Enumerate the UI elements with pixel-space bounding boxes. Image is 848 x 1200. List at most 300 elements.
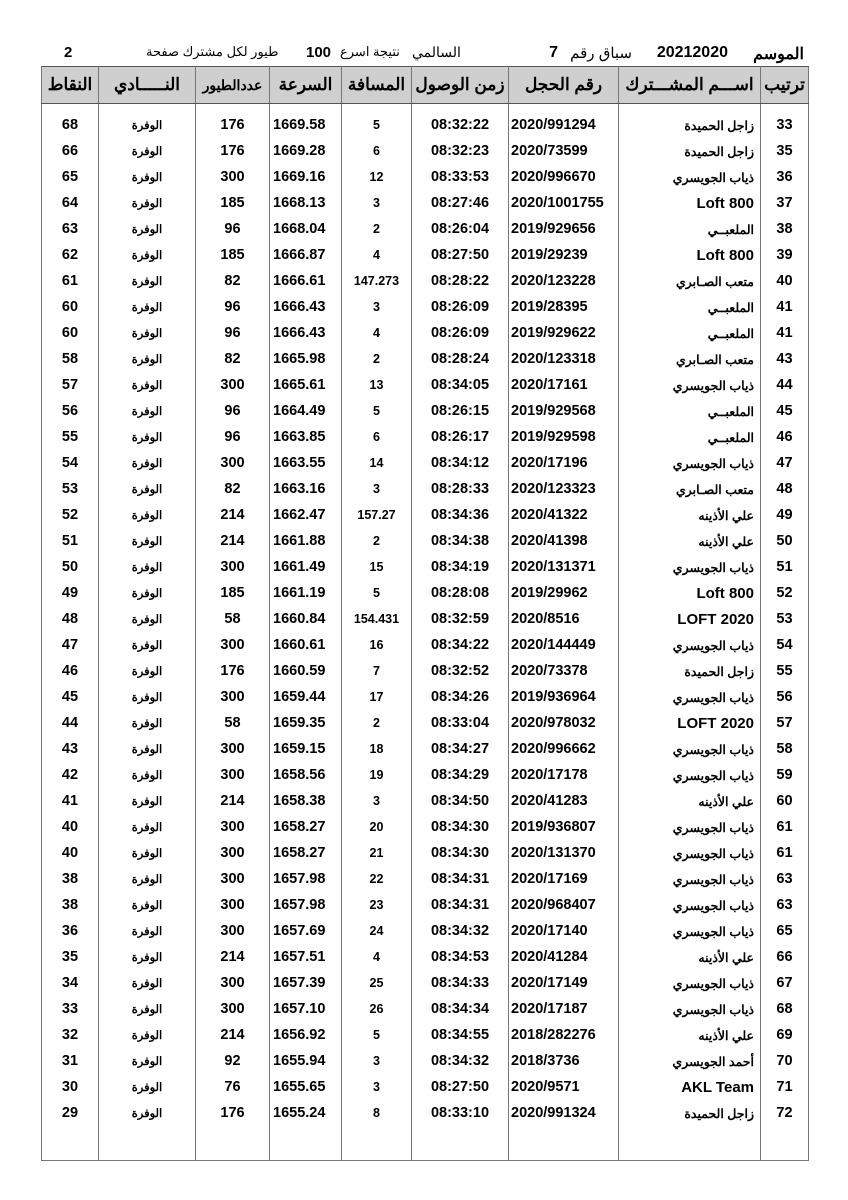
distance-cell: 5	[342, 398, 412, 424]
distance-cell: 21	[342, 840, 412, 866]
ring-number-cell: 2020/17161	[509, 372, 619, 398]
participant-name-cell: Loft 800	[619, 190, 761, 216]
participant-name-cell: ذياب الجويسري	[619, 762, 761, 788]
distance-cell: 8	[342, 1100, 412, 1126]
speed-cell: 1658.27	[270, 814, 342, 840]
speed-cell: 1660.61	[270, 632, 342, 658]
ring-number-cell: 2018/3736	[509, 1048, 619, 1074]
points-cell: 31	[42, 1048, 99, 1074]
points-cell: 55	[42, 424, 99, 450]
ring-number-cell: 2020/968407	[509, 892, 619, 918]
distance-cell: 26	[342, 996, 412, 1022]
distance-cell: 4	[342, 320, 412, 346]
arrival-time-cell: 08:34:36	[412, 502, 509, 528]
ring-number-cell: 2019/936964	[509, 684, 619, 710]
rank-cell: 38	[761, 216, 809, 242]
arrival-time-cell: 08:34:05	[412, 372, 509, 398]
arrival-time-cell: 08:34:33	[412, 970, 509, 996]
club-cell: الوفرة	[99, 554, 196, 580]
participant-name-cell: ذياب الجويسري	[619, 450, 761, 476]
participant-name-cell: الملعبــي	[619, 320, 761, 346]
distance-cell: 18	[342, 736, 412, 762]
distance-cell: 13	[342, 372, 412, 398]
points-cell: 62	[42, 242, 99, 268]
arrival-time-cell: 08:27:46	[412, 190, 509, 216]
rank-cell: 66	[761, 944, 809, 970]
ring-number-cell: 2020/991294	[509, 104, 619, 139]
rank-cell: 49	[761, 502, 809, 528]
participant-name-cell: زاجل الحميدة	[619, 138, 761, 164]
bird-count-cell: 82	[196, 346, 270, 372]
table-row	[42, 1100, 809, 1126]
ring-number-cell: 2020/73378	[509, 658, 619, 684]
arrival-time-cell: 08:34:29	[412, 762, 509, 788]
rank-cell: 54	[761, 632, 809, 658]
ring-number-cell: 2020/17149	[509, 970, 619, 996]
table-row	[42, 580, 809, 606]
col-club-header: النـــــادي	[99, 67, 196, 104]
bird-count-cell: 300	[196, 866, 270, 892]
col-points-header: النقاط	[42, 67, 99, 104]
club-cell: الوفرة	[99, 996, 196, 1022]
points-cell: 50	[42, 554, 99, 580]
rank-cell: 70	[761, 1048, 809, 1074]
arrival-time-cell: 08:32:59	[412, 606, 509, 632]
distance-cell: 2	[342, 528, 412, 554]
distance-cell: 3	[342, 788, 412, 814]
bird-count-cell: 214	[196, 788, 270, 814]
rank-cell: 71	[761, 1074, 809, 1100]
rank-cell: 45	[761, 398, 809, 424]
empty-cell	[761, 1126, 809, 1161]
club-cell: الوفرة	[99, 476, 196, 502]
points-cell: 41	[42, 788, 99, 814]
speed-cell: 1663.85	[270, 424, 342, 450]
empty-cell	[42, 1126, 99, 1161]
participant-name-cell: ذياب الجويسري	[619, 554, 761, 580]
arrival-time-cell: 08:28:24	[412, 346, 509, 372]
rank-cell: 52	[761, 580, 809, 606]
club-cell: الوفرة	[99, 1022, 196, 1048]
participant-name-cell: ذياب الجويسري	[619, 164, 761, 190]
arrival-time-cell: 08:34:50	[412, 788, 509, 814]
table-row	[42, 424, 809, 450]
points-cell: 57	[42, 372, 99, 398]
distance-cell: 147.273	[342, 268, 412, 294]
race-number: 7	[549, 44, 558, 61]
points-cell: 68	[42, 104, 99, 139]
table-row	[42, 684, 809, 710]
bird-count-cell: 300	[196, 762, 270, 788]
speed-cell: 1661.19	[270, 580, 342, 606]
participant-name-cell: ذياب الجويسري	[619, 814, 761, 840]
rank-cell: 53	[761, 606, 809, 632]
results-body	[42, 104, 809, 1161]
rank-cell: 50	[761, 528, 809, 554]
empty-cell	[619, 1126, 761, 1161]
club-cell: الوفرة	[99, 684, 196, 710]
rank-cell: 69	[761, 1022, 809, 1048]
rank-cell: 37	[761, 190, 809, 216]
rank-cell: 56	[761, 684, 809, 710]
participant-name-cell: ذياب الجويسري	[619, 632, 761, 658]
arrival-time-cell: 08:34:26	[412, 684, 509, 710]
table-row	[42, 294, 809, 320]
points-cell: 63	[42, 216, 99, 242]
bird-count-cell: 214	[196, 528, 270, 554]
table-row	[42, 866, 809, 892]
speed-cell: 1655.94	[270, 1048, 342, 1074]
table-row	[42, 164, 809, 190]
rank-cell: 58	[761, 736, 809, 762]
points-cell: 32	[42, 1022, 99, 1048]
points-cell: 40	[42, 840, 99, 866]
table-row	[42, 398, 809, 424]
table-row	[42, 944, 809, 970]
points-cell: 30	[42, 1074, 99, 1100]
speed-cell: 1656.92	[270, 1022, 342, 1048]
participant-name-cell: علي الأذينه	[619, 944, 761, 970]
result-count: 100	[306, 44, 332, 61]
ring-number-cell: 2019/929568	[509, 398, 619, 424]
table-row	[42, 138, 809, 164]
points-cell: 36	[42, 918, 99, 944]
points-cell: 56	[42, 398, 99, 424]
table-row	[42, 528, 809, 554]
club-cell: الوفرة	[99, 1074, 196, 1100]
participant-name-cell: الملعبــي	[619, 294, 761, 320]
speed-cell: 1665.98	[270, 346, 342, 372]
rank-cell: 39	[761, 242, 809, 268]
rank-cell: 36	[761, 164, 809, 190]
bird-count-cell: 82	[196, 476, 270, 502]
col-ring-header: رقم الحجل	[509, 67, 619, 104]
table-row	[42, 242, 809, 268]
distance-cell: 24	[342, 918, 412, 944]
distance-cell: 20	[342, 814, 412, 840]
club-cell: الوفرة	[99, 814, 196, 840]
bird-count-cell: 176	[196, 104, 270, 139]
ring-number-cell: 2020/17140	[509, 918, 619, 944]
ring-number-cell: 2020/17178	[509, 762, 619, 788]
points-cell: 66	[42, 138, 99, 164]
table-row	[42, 710, 809, 736]
club-cell: الوفرة	[99, 398, 196, 424]
distance-cell: 3	[342, 1074, 412, 1100]
table-row	[42, 606, 809, 632]
col-name-header: اســـم المشـــترك	[619, 67, 761, 104]
speed-cell: 1655.65	[270, 1074, 342, 1100]
bird-count-cell: 300	[196, 996, 270, 1022]
participant-name-cell: ذياب الجويسري	[619, 736, 761, 762]
bird-count-cell: 96	[196, 294, 270, 320]
ring-number-cell: 2020/131370	[509, 840, 619, 866]
participant-name-cell: متعب الصـابري	[619, 476, 761, 502]
distance-cell: 3	[342, 1048, 412, 1074]
points-cell: 48	[42, 606, 99, 632]
table-row	[42, 762, 809, 788]
empty-cell	[342, 1126, 412, 1161]
club-cell: الوفرة	[99, 1100, 196, 1126]
ring-number-cell: 2019/929598	[509, 424, 619, 450]
bird-count-cell: 96	[196, 424, 270, 450]
speed-cell: 1657.39	[270, 970, 342, 996]
distance-cell: 14	[342, 450, 412, 476]
table-row	[42, 476, 809, 502]
distance-cell: 15	[342, 554, 412, 580]
bird-count-cell: 300	[196, 372, 270, 398]
bird-count-cell: 58	[196, 710, 270, 736]
participant-name-cell: AKL Team	[619, 1074, 761, 1100]
table-bottom-row	[42, 1126, 809, 1161]
points-cell: 45	[42, 684, 99, 710]
ring-number-cell: 2019/929622	[509, 320, 619, 346]
points-cell: 42	[42, 762, 99, 788]
distance-cell: 5	[342, 580, 412, 606]
speed-cell: 1661.49	[270, 554, 342, 580]
bird-count-cell: 300	[196, 684, 270, 710]
table-row	[42, 814, 809, 840]
speed-cell: 1657.51	[270, 944, 342, 970]
arrival-time-cell: 08:34:32	[412, 918, 509, 944]
rank-cell: 48	[761, 476, 809, 502]
speed-cell: 1658.56	[270, 762, 342, 788]
speed-cell: 1659.15	[270, 736, 342, 762]
club-cell: الوفرة	[99, 840, 196, 866]
ring-number-cell: 2020/996670	[509, 164, 619, 190]
points-cell: 61	[42, 268, 99, 294]
participant-name-cell: ذياب الجويسري	[619, 918, 761, 944]
ring-number-cell: 2020/123323	[509, 476, 619, 502]
arrival-time-cell: 08:28:22	[412, 268, 509, 294]
distance-cell: 5	[342, 104, 412, 139]
ring-number-cell: 2020/41283	[509, 788, 619, 814]
points-cell: 47	[42, 632, 99, 658]
arrival-time-cell: 08:34:34	[412, 996, 509, 1022]
speed-cell: 1658.27	[270, 840, 342, 866]
bird-count-cell: 185	[196, 190, 270, 216]
club-cell: الوفرة	[99, 242, 196, 268]
points-cell: 54	[42, 450, 99, 476]
club-cell: الوفرة	[99, 138, 196, 164]
club-cell: الوفرة	[99, 1048, 196, 1074]
speed-cell: 1655.24	[270, 1100, 342, 1126]
rank-cell: 63	[761, 866, 809, 892]
bird-count-cell: 300	[196, 164, 270, 190]
arrival-time-cell: 08:32:23	[412, 138, 509, 164]
participant-name-cell: متعب الصـابري	[619, 346, 761, 372]
ring-number-cell: 2020/17196	[509, 450, 619, 476]
speed-cell: 1666.87	[270, 242, 342, 268]
points-cell: 33	[42, 996, 99, 1022]
distance-cell: 19	[342, 762, 412, 788]
bird-count-cell: 300	[196, 918, 270, 944]
arrival-time-cell: 08:26:04	[412, 216, 509, 242]
distance-cell: 12	[342, 164, 412, 190]
speed-cell: 1660.84	[270, 606, 342, 632]
distance-cell: 17	[342, 684, 412, 710]
participant-name-cell: علي الأذينه	[619, 788, 761, 814]
participant-name-cell: Loft 800	[619, 242, 761, 268]
participant-name-cell: ذياب الجويسري	[619, 892, 761, 918]
points-cell: 44	[42, 710, 99, 736]
ring-number-cell: 2020/131371	[509, 554, 619, 580]
points-cell: 38	[42, 892, 99, 918]
club-cell: الوفرة	[99, 606, 196, 632]
distance-cell: 4	[342, 944, 412, 970]
speed-cell: 1665.61	[270, 372, 342, 398]
bird-count-cell: 82	[196, 268, 270, 294]
rank-cell: 33	[761, 104, 809, 139]
rank-cell: 47	[761, 450, 809, 476]
table-row	[42, 840, 809, 866]
club-cell: الوفرة	[99, 502, 196, 528]
rank-cell: 40	[761, 268, 809, 294]
points-cell: 53	[42, 476, 99, 502]
participant-name-cell: متعب الصـابري	[619, 268, 761, 294]
distance-cell: 6	[342, 424, 412, 450]
speed-cell: 1661.88	[270, 528, 342, 554]
ring-number-cell: 2020/41284	[509, 944, 619, 970]
bird-count-cell: 176	[196, 138, 270, 164]
table-row	[42, 372, 809, 398]
distance-cell: 23	[342, 892, 412, 918]
points-cell: 35	[42, 944, 99, 970]
rank-cell: 43	[761, 346, 809, 372]
arrival-time-cell: 08:34:38	[412, 528, 509, 554]
club-cell: الوفرة	[99, 294, 196, 320]
rank-cell: 72	[761, 1100, 809, 1126]
ring-number-cell: 2020/123228	[509, 268, 619, 294]
participant-name-cell: زاجل الحميدة	[619, 1100, 761, 1126]
club-cell: الوفرة	[99, 346, 196, 372]
arrival-time-cell: 08:28:08	[412, 580, 509, 606]
arrival-time-cell: 08:32:22	[412, 104, 509, 139]
arrival-time-cell: 08:33:10	[412, 1100, 509, 1126]
table-row	[42, 450, 809, 476]
bird-count-cell: 58	[196, 606, 270, 632]
race-label: سباق رقم	[570, 45, 632, 62]
points-cell: 51	[42, 528, 99, 554]
participant-name-cell: علي الأذينه	[619, 1022, 761, 1048]
club-cell: الوفرة	[99, 736, 196, 762]
col-distance-header: المسافة	[342, 67, 412, 104]
table-row	[42, 190, 809, 216]
bird-count-cell: 300	[196, 632, 270, 658]
table-row	[42, 892, 809, 918]
ring-number-cell: 2020/996662	[509, 736, 619, 762]
distance-cell: 157.27	[342, 502, 412, 528]
distance-cell: 2	[342, 710, 412, 736]
participant-name-cell: ذياب الجويسري	[619, 684, 761, 710]
arrival-time-cell: 08:33:53	[412, 164, 509, 190]
participant-name-cell: الملعبــي	[619, 216, 761, 242]
col-rank-header: ترتيب	[761, 67, 809, 104]
speed-cell: 1663.16	[270, 476, 342, 502]
bird-count-cell: 300	[196, 892, 270, 918]
table-row	[42, 502, 809, 528]
race-location: السالمي	[412, 44, 461, 60]
arrival-time-cell: 08:34:30	[412, 814, 509, 840]
arrival-time-cell: 08:34:31	[412, 892, 509, 918]
participant-name-cell: ذياب الجويسري	[619, 996, 761, 1022]
bird-count-cell: 76	[196, 1074, 270, 1100]
distance-cell: 22	[342, 866, 412, 892]
page-number: 2	[64, 44, 73, 61]
arrival-time-cell: 08:26:15	[412, 398, 509, 424]
rank-cell: 61	[761, 840, 809, 866]
rank-cell: 61	[761, 814, 809, 840]
ring-number-cell: 2020/1001755	[509, 190, 619, 216]
bird-count-cell: 214	[196, 1022, 270, 1048]
club-cell: الوفرة	[99, 450, 196, 476]
points-cell: 49	[42, 580, 99, 606]
arrival-time-cell: 08:34:30	[412, 840, 509, 866]
arrival-time-cell: 08:26:09	[412, 294, 509, 320]
ring-number-cell: 2020/144449	[509, 632, 619, 658]
empty-cell	[412, 1126, 509, 1161]
arrival-time-cell: 08:32:52	[412, 658, 509, 684]
bird-count-cell: 96	[196, 398, 270, 424]
club-cell: الوفرة	[99, 762, 196, 788]
rank-cell: 67	[761, 970, 809, 996]
bird-count-cell: 300	[196, 450, 270, 476]
rank-cell: 65	[761, 918, 809, 944]
club-cell: الوفرة	[99, 892, 196, 918]
distance-cell: 3	[342, 190, 412, 216]
rank-cell: 35	[761, 138, 809, 164]
arrival-time-cell: 08:34:31	[412, 866, 509, 892]
points-cell: 40	[42, 814, 99, 840]
arrival-time-cell: 08:34:53	[412, 944, 509, 970]
rank-cell: 41	[761, 320, 809, 346]
participant-name-cell: Loft 800	[619, 580, 761, 606]
club-cell: الوفرة	[99, 632, 196, 658]
ring-number-cell: 2020/41322	[509, 502, 619, 528]
rank-cell: 63	[761, 892, 809, 918]
rank-cell: 60	[761, 788, 809, 814]
ring-number-cell: 2020/41398	[509, 528, 619, 554]
speed-cell: 1657.98	[270, 866, 342, 892]
speed-cell: 1668.04	[270, 216, 342, 242]
bird-count-cell: 185	[196, 242, 270, 268]
speed-cell: 1669.28	[270, 138, 342, 164]
arrival-time-cell: 08:34:55	[412, 1022, 509, 1048]
participant-name-cell: زاجل الحميدة	[619, 658, 761, 684]
bird-count-cell: 214	[196, 502, 270, 528]
distance-cell: 3	[342, 294, 412, 320]
distance-cell: 154.431	[342, 606, 412, 632]
points-cell: 65	[42, 164, 99, 190]
table-row	[42, 658, 809, 684]
club-cell: الوفرة	[99, 424, 196, 450]
speed-cell: 1657.10	[270, 996, 342, 1022]
bird-count-cell: 185	[196, 580, 270, 606]
rank-cell: 59	[761, 762, 809, 788]
ring-number-cell: 2018/282276	[509, 1022, 619, 1048]
table-row	[42, 216, 809, 242]
club-cell: الوفرة	[99, 528, 196, 554]
speed-cell: 1666.61	[270, 268, 342, 294]
arrival-time-cell: 08:33:04	[412, 710, 509, 736]
table-row	[42, 320, 809, 346]
ring-number-cell: 2020/978032	[509, 710, 619, 736]
rank-cell: 51	[761, 554, 809, 580]
arrival-time-cell: 08:27:50	[412, 242, 509, 268]
participant-name-cell: علي الأذينه	[619, 528, 761, 554]
ring-number-cell: 2020/73599	[509, 138, 619, 164]
table-row	[42, 996, 809, 1022]
